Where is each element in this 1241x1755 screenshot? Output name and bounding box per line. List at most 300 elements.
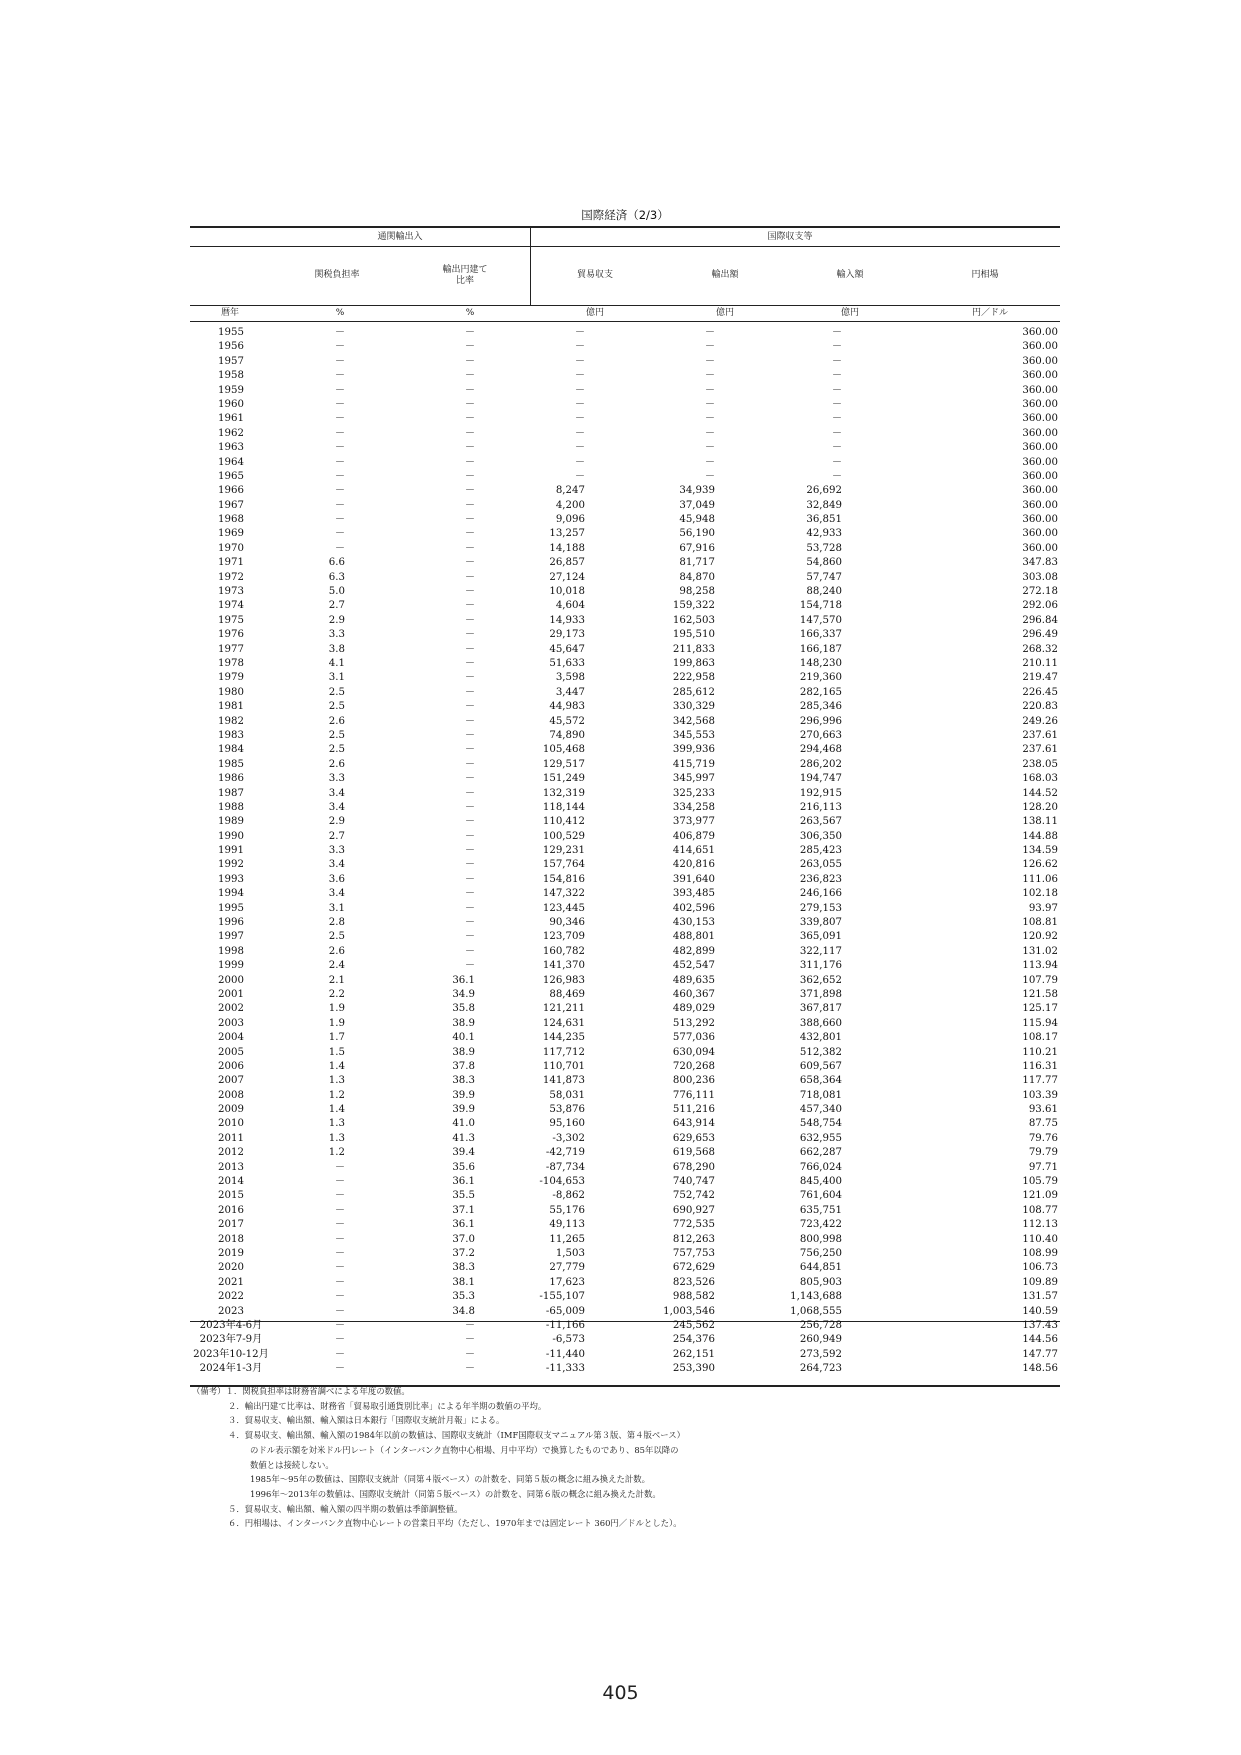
- tariff-cell: －: [334, 499, 345, 511]
- tariff-cell: －: [334, 1319, 345, 1331]
- unit-fx: 円／ドル: [971, 308, 1008, 318]
- tariff-cell: －: [334, 514, 345, 526]
- tariff-cell: 4.1: [328, 657, 345, 669]
- tariff-cell: －: [334, 470, 345, 482]
- tariff-cell: 1.2: [328, 1089, 345, 1101]
- table-row: [190, 1362, 1060, 1376]
- trade-balance-cell: －: [574, 413, 585, 425]
- fx-cell: 292.06: [1022, 600, 1058, 612]
- yen-export-cell: －: [464, 686, 475, 698]
- year-cell: 1984: [218, 744, 244, 756]
- fx-cell: 360.00: [1022, 427, 1058, 439]
- table-row: [190, 1276, 1060, 1290]
- fx-cell: 113.94: [1022, 960, 1058, 972]
- trade-balance-cell: －: [574, 384, 585, 396]
- imports-cell: 88,240: [806, 586, 842, 598]
- trade-balance-cell: 144,235: [542, 1032, 585, 1044]
- imports-cell: 166,337: [799, 629, 842, 641]
- fx-cell: 110.40: [1022, 1233, 1058, 1245]
- data-table-body: [190, 326, 1060, 1377]
- table-row: [190, 787, 1060, 801]
- trade-balance-cell: -42,719: [545, 1147, 585, 1159]
- tariff-cell: －: [334, 1204, 345, 1216]
- imports-cell: 1,143,688: [790, 1291, 842, 1303]
- trade-balance-cell: －: [574, 398, 585, 410]
- yen-export-cell: －: [464, 787, 475, 799]
- trade-balance-cell: －: [574, 355, 585, 367]
- exports-cell: 690,927: [672, 1204, 715, 1216]
- trade-balance-cell: 147,322: [542, 888, 585, 900]
- yen-export-cell: －: [464, 600, 475, 612]
- yen-export-cell: －: [464, 485, 475, 497]
- trade-balance-cell: -6,573: [552, 1334, 585, 1346]
- yen-export-cell: －: [464, 557, 475, 569]
- tariff-cell: －: [334, 1219, 345, 1231]
- tariff-cell: －: [334, 1334, 345, 1346]
- imports-cell: 632,955: [799, 1132, 842, 1144]
- imports-cell: 609,567: [799, 1060, 842, 1072]
- yen-export-cell: －: [464, 586, 475, 598]
- year-cell: 1971: [218, 557, 244, 569]
- exports-cell: 159,322: [672, 600, 715, 612]
- year-cell: 1987: [218, 787, 244, 799]
- trade-balance-cell: 74,890: [549, 729, 585, 741]
- year-cell: 1989: [218, 816, 244, 828]
- exports-cell: 195,510: [672, 629, 715, 641]
- year-cell: 1980: [218, 686, 244, 698]
- imports-cell: 662,287: [799, 1147, 842, 1159]
- yen-export-cell: －: [464, 672, 475, 684]
- table-row: [190, 1103, 1060, 1117]
- trade-balance-cell: -155,107: [539, 1291, 585, 1303]
- exports-cell: 222,958: [672, 672, 715, 684]
- imports-cell: 658,364: [799, 1075, 842, 1087]
- table-row: [190, 527, 1060, 541]
- tariff-cell: －: [334, 370, 345, 382]
- yen-export-cell: －: [464, 773, 475, 785]
- exports-cell: 402,596: [672, 902, 715, 914]
- yen-export-cell: －: [464, 514, 475, 526]
- tariff-cell: 2.7: [328, 830, 345, 842]
- tariff-cell: 2.9: [328, 816, 345, 828]
- year-cell: 1982: [218, 715, 244, 727]
- year-cell: 1985: [218, 758, 244, 770]
- fx-cell: 210.11: [1022, 657, 1058, 669]
- yen-export-cell: －: [464, 1363, 475, 1375]
- table-row: [190, 1319, 1060, 1333]
- trade-balance-cell: 110,412: [542, 816, 585, 828]
- tariff-cell: －: [334, 327, 345, 338]
- imports-cell: 512,382: [799, 1046, 842, 1058]
- yen-export-cell: －: [464, 917, 475, 929]
- exports-cell: 45,948: [679, 514, 715, 526]
- table-row: [190, 643, 1060, 657]
- imports-cell: 260,949: [799, 1334, 842, 1346]
- col-header-fx: 円相場: [971, 270, 999, 280]
- fx-cell: 79.76: [1028, 1132, 1058, 1144]
- exports-cell: 630,094: [672, 1046, 715, 1058]
- tariff-cell: 1.3: [328, 1075, 345, 1087]
- table-row: [190, 614, 1060, 628]
- tariff-cell: 2.2: [328, 988, 345, 1000]
- fx-cell: 360.00: [1022, 485, 1058, 497]
- unit-trade-balance: 億円: [585, 308, 604, 318]
- year-cell: 1993: [218, 873, 244, 885]
- imports-cell: 147,570: [799, 614, 842, 626]
- fx-cell: 108.77: [1022, 1204, 1058, 1216]
- fx-cell: 360.00: [1022, 398, 1058, 410]
- imports-cell: 246,166: [799, 888, 842, 900]
- imports-cell: 362,652: [799, 974, 842, 986]
- year-cell: 2009: [218, 1104, 244, 1116]
- year-cell: 2020: [218, 1262, 244, 1274]
- fx-cell: 238.05: [1022, 758, 1058, 770]
- fx-cell: 105.79: [1022, 1176, 1058, 1188]
- tariff-cell: －: [334, 384, 345, 396]
- year-cell: 2024年1-3月: [199, 1363, 263, 1375]
- tariff-cell: 2.5: [328, 701, 345, 713]
- tariff-cell: －: [334, 427, 345, 439]
- exports-cell: －: [704, 470, 715, 482]
- table-row: [190, 456, 1060, 470]
- exports-cell: －: [704, 427, 715, 439]
- exports-cell: 84,870: [679, 571, 715, 583]
- exports-cell: 345,997: [672, 773, 715, 785]
- fx-cell: 93.61: [1028, 1104, 1058, 1116]
- fx-cell: 360.00: [1022, 470, 1058, 482]
- table-row: [190, 326, 1060, 340]
- yen-export-cell: －: [464, 542, 475, 554]
- fx-cell: 121.58: [1022, 988, 1058, 1000]
- tariff-cell: 1.4: [328, 1060, 345, 1072]
- yen-export-cell: －: [464, 355, 475, 367]
- fx-cell: 360.00: [1022, 355, 1058, 367]
- trade-balance-cell: 14,188: [549, 542, 585, 554]
- table-row: [190, 657, 1060, 671]
- exports-cell: 34,939: [679, 485, 715, 497]
- exports-cell: 776,111: [672, 1089, 715, 1101]
- exports-cell: －: [704, 327, 715, 338]
- unit-exports: 億円: [715, 308, 734, 318]
- trade-balance-cell: -11,166: [545, 1319, 585, 1331]
- year-cell: 1998: [218, 945, 244, 957]
- year-cell: 2002: [218, 1003, 244, 1015]
- trade-balance-cell: 157,764: [542, 859, 585, 871]
- imports-cell: 282,165: [799, 686, 842, 698]
- table-row: [190, 715, 1060, 729]
- tariff-cell: 3.1: [328, 902, 345, 914]
- note-line: のドル表示額を対米ドル円レート（インターバンク直物中心相場、月中平均）で換算したものであり、85年以降の: [250, 1444, 679, 1455]
- imports-cell: 367,817: [799, 1003, 842, 1015]
- yen-export-cell: 36.1: [452, 1219, 475, 1231]
- year-cell: 1976: [218, 629, 244, 641]
- tariff-cell: 1.9: [328, 1003, 345, 1015]
- imports-cell: 365,091: [799, 931, 842, 943]
- year-cell: 1968: [218, 514, 244, 526]
- imports-cell: 548,754: [799, 1118, 842, 1130]
- exports-cell: －: [704, 456, 715, 468]
- tariff-cell: 2.6: [328, 715, 345, 727]
- year-cell: 1996: [218, 917, 244, 929]
- yen-export-cell: －: [464, 816, 475, 828]
- table-row: [190, 729, 1060, 743]
- table-row: [190, 1305, 1060, 1319]
- table-row: [190, 830, 1060, 844]
- fx-cell: 121.09: [1022, 1190, 1058, 1202]
- fx-cell: 226.45: [1022, 686, 1058, 698]
- imports-cell: 192,915: [799, 787, 842, 799]
- exports-cell: －: [704, 355, 715, 367]
- imports-cell: 339,807: [799, 917, 842, 929]
- imports-cell: 32,849: [806, 499, 842, 511]
- trade-balance-cell: 160,782: [542, 945, 585, 957]
- tariff-cell: 3.1: [328, 672, 345, 684]
- fx-cell: 360.00: [1022, 413, 1058, 425]
- yen-export-cell: －: [464, 341, 475, 353]
- year-cell: 1992: [218, 859, 244, 871]
- tariff-cell: 2.1: [328, 974, 345, 986]
- fx-cell: 93.97: [1028, 902, 1058, 914]
- year-cell: 1966: [218, 485, 244, 497]
- tariff-cell: －: [334, 1262, 345, 1274]
- yen-export-cell: －: [464, 1334, 475, 1346]
- fx-cell: 137.43: [1022, 1319, 1058, 1331]
- exports-cell: 406,879: [672, 830, 715, 842]
- fx-cell: 140.59: [1022, 1305, 1058, 1317]
- imports-cell: －: [831, 384, 842, 396]
- imports-cell: 263,567: [799, 816, 842, 828]
- yen-export-cell: －: [464, 845, 475, 857]
- exports-cell: 245,562: [672, 1319, 715, 1331]
- tariff-cell: 2.9: [328, 614, 345, 626]
- year-cell: 2000: [218, 974, 244, 986]
- tariff-cell: －: [334, 1291, 345, 1303]
- fx-cell: 360.00: [1022, 442, 1058, 454]
- table-row: [190, 1132, 1060, 1146]
- year-cell: 2023年4-6月: [199, 1319, 263, 1331]
- trade-balance-cell: 51,633: [549, 657, 585, 669]
- exports-cell: 757,753: [672, 1248, 715, 1259]
- trade-balance-cell: 44,983: [549, 701, 585, 713]
- exports-cell: 345,553: [672, 729, 715, 741]
- imports-cell: －: [831, 413, 842, 425]
- exports-cell: 619,568: [672, 1147, 715, 1159]
- fx-cell: 103.39: [1022, 1089, 1058, 1101]
- tariff-cell: －: [334, 1305, 345, 1317]
- exports-cell: 430,153: [672, 917, 715, 929]
- yen-export-cell: －: [464, 427, 475, 439]
- year-cell: 1977: [218, 643, 244, 655]
- exports-cell: 460,367: [672, 988, 715, 1000]
- imports-cell: 635,751: [799, 1204, 842, 1216]
- exports-cell: 489,635: [672, 974, 715, 986]
- tariff-cell: －: [334, 1276, 345, 1288]
- table-row: [190, 988, 1060, 1002]
- table-row: [190, 945, 1060, 959]
- trade-balance-cell: 14,933: [549, 614, 585, 626]
- exports-cell: 452,547: [672, 960, 715, 972]
- table-row: [190, 1348, 1060, 1362]
- exports-cell: 325,233: [672, 787, 715, 799]
- fx-cell: 120.92: [1022, 931, 1058, 943]
- year-cell: 2011: [218, 1132, 244, 1144]
- yen-export-cell: －: [464, 614, 475, 626]
- tariff-cell: 1.7: [328, 1032, 345, 1044]
- year-cell: 2006: [218, 1060, 244, 1072]
- imports-cell: 457,340: [799, 1104, 842, 1116]
- table-row: [190, 916, 1060, 930]
- note-line: ２．輸出円建て比率は、財務省「貿易取引通貨別比率」による年半期の数値の平均。: [228, 1400, 547, 1411]
- exports-cell: 330,329: [672, 701, 715, 713]
- yen-export-cell: －: [464, 931, 475, 943]
- trade-balance-cell: 154,816: [542, 873, 585, 885]
- year-cell: 2008: [218, 1089, 244, 1101]
- trade-balance-cell: 90,346: [549, 917, 585, 929]
- imports-cell: 285,423: [799, 845, 842, 857]
- yen-export-cell: －: [464, 413, 475, 425]
- trade-balance-cell: 10,018: [549, 586, 585, 598]
- exports-cell: 1,003,546: [663, 1305, 715, 1317]
- yen-export-cell: 38.3: [452, 1075, 475, 1087]
- exports-cell: 415,719: [672, 758, 715, 770]
- year-cell: 1960: [218, 398, 244, 410]
- year-cell: 2018: [218, 1233, 244, 1245]
- trade-balance-cell: -87,734: [545, 1161, 585, 1173]
- exports-cell: 511,216: [672, 1104, 715, 1116]
- trade-balance-cell: －: [574, 327, 585, 338]
- yen-export-cell: 40.1: [452, 1032, 475, 1044]
- year-cell: 2017: [218, 1219, 244, 1231]
- imports-cell: －: [831, 370, 842, 382]
- yen-export-cell: －: [464, 1348, 475, 1360]
- fx-cell: 148.56: [1022, 1363, 1058, 1375]
- exports-cell: 678,290: [672, 1161, 715, 1173]
- fx-cell: 138.11: [1022, 816, 1058, 828]
- imports-cell: －: [831, 456, 842, 468]
- year-cell: 1979: [218, 672, 244, 684]
- exports-cell: 577,036: [672, 1032, 715, 1044]
- tariff-cell: －: [334, 1248, 345, 1259]
- table-row: [190, 858, 1060, 872]
- table-row: [190, 1046, 1060, 1060]
- imports-cell: 766,024: [799, 1161, 842, 1173]
- trade-balance-cell: 26,857: [549, 557, 585, 569]
- table-row: [190, 902, 1060, 916]
- fx-cell: 108.81: [1022, 917, 1058, 929]
- yen-export-cell: 35.3: [452, 1291, 475, 1303]
- tariff-cell: 2.8: [328, 917, 345, 929]
- fx-cell: 144.88: [1022, 830, 1058, 842]
- exports-cell: 67,916: [679, 542, 715, 554]
- table-row: [190, 628, 1060, 642]
- trade-balance-cell: 141,873: [542, 1075, 585, 1087]
- table-row: [190, 974, 1060, 988]
- tariff-cell: 3.4: [328, 888, 345, 900]
- table-row: [190, 542, 1060, 556]
- year-cell: 1961: [218, 413, 244, 425]
- exports-cell: －: [704, 370, 715, 382]
- exports-cell: 37,049: [679, 499, 715, 511]
- exports-cell: －: [704, 413, 715, 425]
- year-cell: 1957: [218, 355, 244, 367]
- tariff-cell: －: [334, 398, 345, 410]
- year-cell: 2007: [218, 1075, 244, 1087]
- exports-cell: 800,236: [672, 1075, 715, 1087]
- exports-cell: －: [704, 442, 715, 454]
- year-cell: 1975: [218, 614, 244, 626]
- trade-balance-cell: 132,319: [542, 787, 585, 799]
- year-cell: 1965: [218, 470, 244, 482]
- tariff-cell: －: [334, 1348, 345, 1360]
- year-cell: 2013: [218, 1161, 244, 1173]
- table-row: [190, 412, 1060, 426]
- fx-cell: 102.18: [1022, 888, 1058, 900]
- table-row: [190, 959, 1060, 973]
- yen-export-cell: －: [464, 571, 475, 583]
- year-cell: 2016: [218, 1204, 244, 1216]
- table-row: [190, 686, 1060, 700]
- header-group-customs: 通関輸出入: [377, 232, 423, 242]
- trade-balance-cell: 117,712: [542, 1046, 585, 1058]
- trade-balance-cell: －: [574, 427, 585, 439]
- yen-export-cell: 39.4: [452, 1147, 475, 1159]
- trade-balance-cell: 45,572: [549, 715, 585, 727]
- exports-cell: 812,263: [672, 1233, 715, 1245]
- imports-cell: 371,898: [799, 988, 842, 1000]
- table-row: [190, 1261, 1060, 1275]
- trade-balance-cell: -104,653: [539, 1176, 585, 1188]
- tariff-cell: 3.4: [328, 859, 345, 871]
- fx-cell: 360.00: [1022, 456, 1058, 468]
- yen-export-cell: －: [464, 801, 475, 813]
- year-cell: 1986: [218, 773, 244, 785]
- fx-cell: 87.75: [1028, 1118, 1058, 1130]
- tariff-cell: －: [334, 1161, 345, 1173]
- table-row: [190, 873, 1060, 887]
- tariff-cell: －: [334, 1190, 345, 1202]
- tariff-cell: 3.3: [328, 773, 345, 785]
- table-row: [190, 1175, 1060, 1189]
- yen-export-cell: 38.1: [452, 1276, 475, 1288]
- yen-export-cell: 38.9: [452, 1017, 475, 1029]
- fx-cell: 360.00: [1022, 499, 1058, 511]
- exports-cell: 342,568: [672, 715, 715, 727]
- yen-export-cell: 37.2: [452, 1248, 475, 1259]
- trade-balance-cell: 1,503: [555, 1248, 585, 1259]
- trade-balance-cell: 4,200: [555, 499, 585, 511]
- fx-cell: 131.57: [1022, 1291, 1058, 1303]
- unit-imports: 億円: [840, 308, 859, 318]
- yen-export-cell: 36.1: [452, 974, 475, 986]
- exports-cell: －: [704, 398, 715, 410]
- table-row: [190, 1161, 1060, 1175]
- year-cell: 2023年10-12月: [193, 1348, 269, 1360]
- exports-cell: 254,376: [672, 1334, 715, 1346]
- fx-cell: 144.52: [1022, 787, 1058, 799]
- yen-export-cell: 35.5: [452, 1190, 475, 1202]
- fx-cell: 134.59: [1022, 845, 1058, 857]
- fx-cell: 117.77: [1022, 1075, 1058, 1087]
- imports-cell: 166,187: [799, 643, 842, 655]
- trade-balance-cell: 8,247: [555, 485, 585, 497]
- fx-cell: 237.61: [1022, 744, 1058, 756]
- table-row: [190, 1247, 1060, 1261]
- tariff-cell: 3.8: [328, 643, 345, 655]
- col-header-tariff: 関税負担率: [314, 270, 360, 280]
- imports-cell: －: [831, 442, 842, 454]
- table-row: [190, 1002, 1060, 1016]
- year-cell: 1956: [218, 341, 244, 353]
